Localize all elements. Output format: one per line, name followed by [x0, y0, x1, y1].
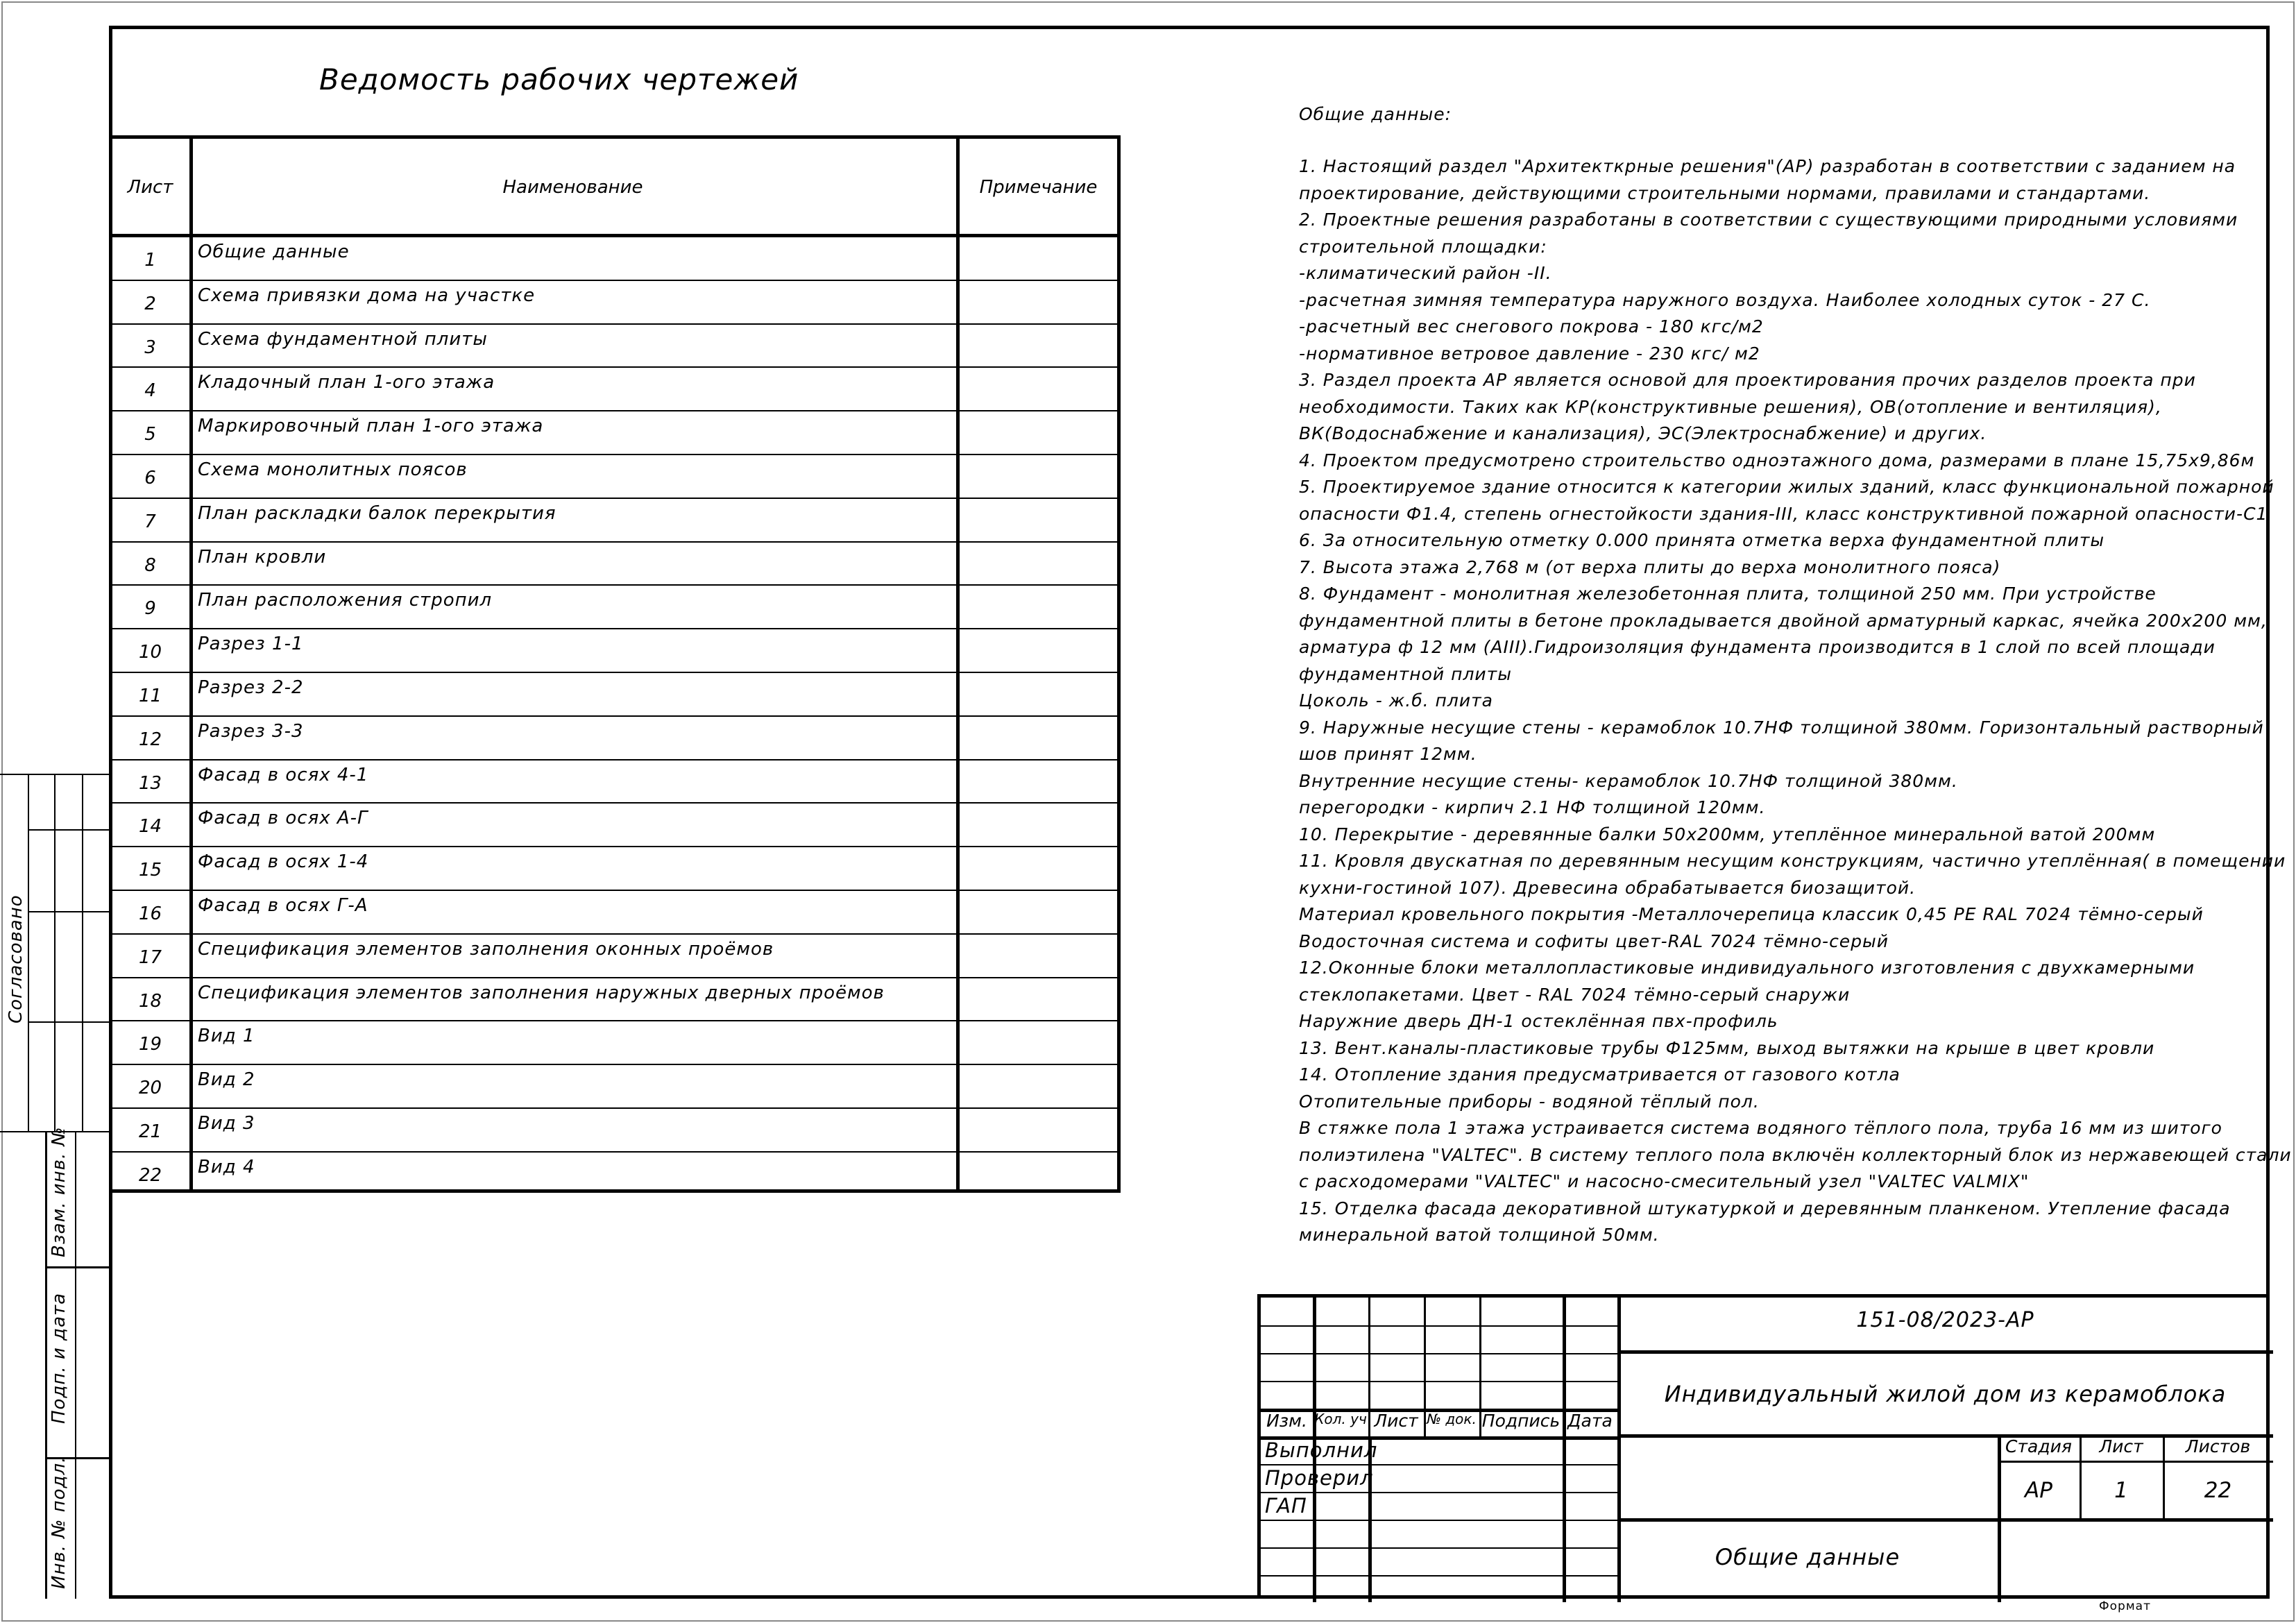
stage-label: Стадия [2005, 1436, 2072, 1456]
table-row [111, 977, 1117, 1021]
table-row [111, 759, 1117, 803]
note-line: необходимости. Таких как КР(конструктивные решения), ОВ(отопление и вентиляция), [1299, 396, 2162, 417]
sheet-name: Общие данные [1715, 1544, 1900, 1570]
agreement-divider [28, 774, 29, 1132]
row-drawing-name: План раскладки балок перекрытия [198, 502, 556, 524]
sheet-title: Ведомость рабочих чертежей [319, 62, 799, 96]
row-drawing-name: Схема привязки дома на участке [198, 284, 536, 306]
note-line: минеральной ватой толщиной 50мм. [1299, 1225, 1660, 1245]
row-drawing-name: Спецификация элементов заполнения наружных дверных проёмов [198, 982, 885, 1003]
row-drawing-name: Разрез 2-2 [198, 677, 304, 698]
note-line: 11. Кровля двускатная по деревянным несущим конструкциям, частично утеплённая( в помещении [1299, 851, 2286, 871]
row-drawing-name: Схема монолитных поясов [198, 459, 468, 480]
stamp-row-line [1617, 1350, 2273, 1354]
stamp-col-date: Дата [1567, 1411, 1613, 1431]
row-drawing-name: Фасад в осях Г-А [198, 895, 368, 916]
note-line: 6. За относительную отметку 0.000 принята отметка верха фундаментной плиты [1299, 530, 2105, 550]
note-line: стеклопакетами. Цвет - RAL 7024 тёмно-серый снаружи [1299, 984, 1851, 1005]
stamp-row-line [1261, 1547, 1617, 1549]
stamp-col-izm: Изм. [1266, 1411, 1307, 1431]
row-sheet-number: 17 [138, 946, 162, 968]
row-drawing-name: Вид 3 [198, 1113, 255, 1134]
stamp-col-doc: № док. [1427, 1411, 1477, 1427]
note-line: 2. Проектные решения разработаны в соответствии с существующими природными условиями [1299, 210, 2238, 230]
note-line: 1. Настоящий раздел "Архитекткрные решения"(АР) разработан в соответствии с заданием на [1299, 156, 2236, 176]
row-drawing-name: Общие данные [198, 241, 350, 262]
note-line: шов принят 12мм. [1299, 744, 1477, 764]
note-line: полиэтилена "VALTEC". В систему теплого пола включён коллекторный блок из нержавеющей стали [1299, 1144, 2292, 1165]
note-line: 12.Оконные блоки металлопластиковые индивидуального изготовления с двухкамерными [1299, 958, 2195, 978]
row-drawing-name: Разрез 1-1 [198, 634, 304, 655]
stamp-row-line [1261, 1575, 1617, 1577]
stamp-col-divider [1998, 1434, 2001, 1602]
agreement-row-line [28, 829, 109, 831]
sign-date-label: Подп. и дата [49, 1292, 69, 1424]
table-row [111, 454, 1117, 498]
notes-heading: Общие данные: [1299, 104, 1452, 124]
note-line: 10. Перекрытие - деревянные балки 50х200мм, утеплённое минеральной ватой 200мм [1299, 824, 2156, 844]
stamp-col-divider [1563, 1298, 1566, 1602]
stage-value: АР [2025, 1478, 2052, 1503]
stamp-row-line [1261, 1325, 1617, 1327]
table-row [111, 236, 1117, 280]
agreed-label: Согласовано [6, 894, 26, 1023]
note-line: кухни-гостиной 107). Древесина обрабатывается биозащитой. [1299, 877, 1916, 898]
table-row [111, 498, 1117, 541]
table-row [111, 715, 1117, 759]
note-line: -нормативное ветровое давление - 230 кгс/ м2 [1299, 343, 1760, 364]
table-row [111, 1151, 1117, 1195]
row-sheet-number: 10 [138, 642, 162, 663]
row-sheet-number: 21 [138, 1121, 162, 1142]
row-drawing-name: План кровли [198, 546, 327, 568]
stamp-role-label: Выполнил [1265, 1438, 1378, 1462]
row-sheet-number: 14 [138, 816, 162, 838]
stamp-role-label: Проверил [1265, 1466, 1374, 1490]
replaced-inventory-label: Взам. инв. № [49, 1126, 69, 1257]
note-line: фундаментной плиты в бетоне прокладывается двойной арматурный каркас, ячейка 200х200 мм, [1299, 610, 2268, 631]
agreement-divider [54, 774, 56, 1132]
row-sheet-number: 2 [144, 293, 156, 314]
row-sheet-number: 11 [138, 686, 162, 706]
note-line: перегородки - кирпич 2.1 НФ толщиной 120мм. [1299, 797, 1766, 817]
note-line: Отопительные приборы - водяной тёплый пол. [1299, 1091, 1760, 1112]
row-sheet-number: 8 [144, 554, 156, 576]
table-row [111, 672, 1117, 715]
table-row [111, 280, 1117, 323]
note-line: проектирование, действующими строительными нормами, правилами и стандартами. [1299, 182, 2151, 203]
title-block [1257, 1294, 2270, 1599]
inventory-divider [75, 1132, 76, 1599]
note-line: строительной площадки: [1299, 236, 1547, 257]
sheets-label: Листов [2185, 1436, 2251, 1456]
note-line: Внутренние несущие стены- керамоблок 10.7НФ толщиной 380мм. [1299, 770, 1958, 791]
table-row [111, 1020, 1117, 1064]
stamp-col-kol: Кол. уч [1314, 1411, 1367, 1427]
row-sheet-number: 7 [144, 511, 156, 532]
agreement-divider [82, 774, 83, 1132]
row-sheet-number: 6 [144, 468, 156, 488]
note-line: арматура ф 12 мм (АIII).Гидроизоляция фундамента производится в 1 слой по всей площади [1299, 637, 2216, 657]
row-sheet-number: 9 [144, 598, 156, 620]
stamp-role-label: ГАП [1265, 1494, 1307, 1518]
row-sheet-number: 16 [138, 903, 162, 924]
row-drawing-name: Спецификация элементов заполнения оконных проёмов [198, 938, 774, 960]
table-row [111, 890, 1117, 933]
row-drawing-name: Фасад в осях А-Г [198, 808, 368, 829]
agreement-row-line [28, 1021, 109, 1023]
row-drawing-name: Разрез 3-3 [198, 720, 304, 742]
stamp-col-sign: Подпись [1481, 1411, 1561, 1431]
row-sheet-number: 19 [138, 1034, 162, 1055]
sheet-value: 1 [2114, 1478, 2128, 1503]
sheet-label: Лист [2099, 1436, 2143, 1456]
note-line: -расчетная зимняя температура наружного воздуха. Наиболее холодных суток - 27 С. [1299, 289, 2151, 310]
table-header-note: Примечание [979, 177, 1098, 198]
row-sheet-number: 15 [138, 860, 162, 881]
note-line: опасности Ф1.4, степень огнестойкости здания-III, класс конструктивной пожарной опасности-С1 [1299, 503, 2268, 524]
note-line: 3. Раздел проекта АР является основой для проектирования прочих разделов проекта при [1299, 370, 2196, 390]
note-line: В стяжке пола 1 этажа устраивается система водяного тёплого пола, труба 16 мм из шитого [1299, 1118, 2222, 1138]
note-line: 14. Отопление здания предусматривается от газового котла [1299, 1064, 1900, 1085]
format-label: Формат [2099, 1599, 2151, 1613]
note-line: 4. Проектом предусмотрено строительство одноэтажного дома, размерами в плане 15,75х9,86м [1299, 450, 2255, 470]
row-drawing-name: Схема фундаментной плиты [198, 328, 488, 350]
table-row [111, 1064, 1117, 1107]
table-row [111, 1107, 1117, 1151]
note-line: -расчетный вес снегового покрова - 180 кгс/м2 [1299, 316, 1764, 337]
table-row [111, 933, 1117, 977]
note-line: 8. Фундамент - монолитная железобетонная плита, толщиной 250 мм. При устройстве [1299, 584, 2157, 604]
note-line: Наружние дверь ДН-1 остеклённая пвх-профиль [1299, 1011, 1778, 1031]
row-sheet-number: 22 [138, 1164, 162, 1186]
note-line: 9. Наружные несущие стены - керамоблок 10.7НФ толщиной 380мм. Горизонтальный растворный [1299, 717, 2264, 738]
row-drawing-name: План расположения стропил [198, 590, 493, 611]
row-sheet-number: 4 [144, 380, 156, 402]
note-line: 5. Проектируемое здание относится к категории жилых зданий, класс функциональной пожарной [1299, 477, 2274, 497]
stamp-row-line [1998, 1461, 2273, 1463]
drawings-table [111, 135, 1121, 1193]
row-drawing-name: Вид 2 [198, 1069, 255, 1091]
stamp-row-line [1261, 1492, 1617, 1493]
stamp-col-list: Лист [1374, 1411, 1418, 1431]
table-row [111, 323, 1117, 367]
original-inventory-label: Инв. № подл. [49, 1456, 69, 1589]
note-line: 13. Вент.каналы-пластиковые трубы Ф125мм, выход вытяжки на крыше в цвет кровли [1299, 1037, 2155, 1058]
row-drawing-name: Фасад в осях 4-1 [198, 764, 369, 785]
row-sheet-number: 1 [144, 250, 156, 271]
table-header-name: Наименование [502, 177, 643, 198]
project-code: 151-08/2023-АР [1856, 1308, 2034, 1332]
row-drawing-name: Фасад в осях 1-4 [198, 851, 369, 873]
row-drawing-name: Вид 1 [198, 1026, 255, 1047]
table-row [111, 366, 1117, 410]
stamp-row-line [1261, 1464, 1617, 1465]
note-line: 15. Отделка фасада декоративной штукатуркой и деревянным планкеном. Утепление фасада [1299, 1198, 2231, 1218]
note-line: -климатический район -II. [1299, 263, 1552, 283]
stamp-row-line [1617, 1518, 2273, 1522]
stamp-row-line [1261, 1353, 1617, 1354]
row-drawing-name: Маркировочный план 1-ого этажа [198, 416, 544, 437]
inventory-row-line [45, 1266, 109, 1268]
note-line: Водосточная система и софиты цвет-RAL 7024 тёмно-серый [1299, 931, 1889, 951]
note-line: 7. Высота этажа 2,768 м (от верха плиты до верха монолитного пояса) [1299, 556, 2001, 577]
agreement-row-line [28, 911, 109, 912]
stamp-row-line [1261, 1381, 1617, 1382]
note-line: фундаментной плиты [1299, 663, 1512, 684]
row-drawing-name: Кладочный план 1-ого этажа [198, 372, 495, 393]
note-line: Цоколь - ж.б. плита [1299, 690, 1493, 711]
note-line: с расходомерами "VALTEC" и насосно-смесительный узел "VALTEC VALMIX" [1299, 1171, 2030, 1191]
table-row [111, 584, 1117, 628]
row-sheet-number: 13 [138, 772, 162, 794]
project-title: Индивидуальный жилой дом из керамоблока [1664, 1381, 2227, 1407]
row-sheet-number: 3 [144, 337, 156, 358]
note-line: Материал кровельного покрытия -Металлочерепица классик 0,45 PE RAL 7024 тёмно-серый [1299, 904, 2204, 924]
row-sheet-number: 20 [138, 1078, 162, 1099]
table-row [111, 628, 1117, 672]
row-sheet-number: 5 [144, 424, 156, 445]
row-drawing-name: Вид 4 [198, 1156, 255, 1178]
row-sheet-number: 12 [138, 729, 162, 750]
row-sheet-number: 18 [138, 990, 162, 1012]
sheets-value: 22 [2204, 1478, 2232, 1503]
table-row [111, 802, 1117, 846]
table-row [111, 846, 1117, 890]
table-row [111, 541, 1117, 585]
note-line: ВК(Водоснабжение и канализация), ЭС(Электроснабжение) и других. [1299, 423, 1987, 443]
stamp-row-line [1261, 1520, 1617, 1521]
table-row [111, 410, 1117, 454]
table-header-sheet: Лист [127, 177, 173, 198]
